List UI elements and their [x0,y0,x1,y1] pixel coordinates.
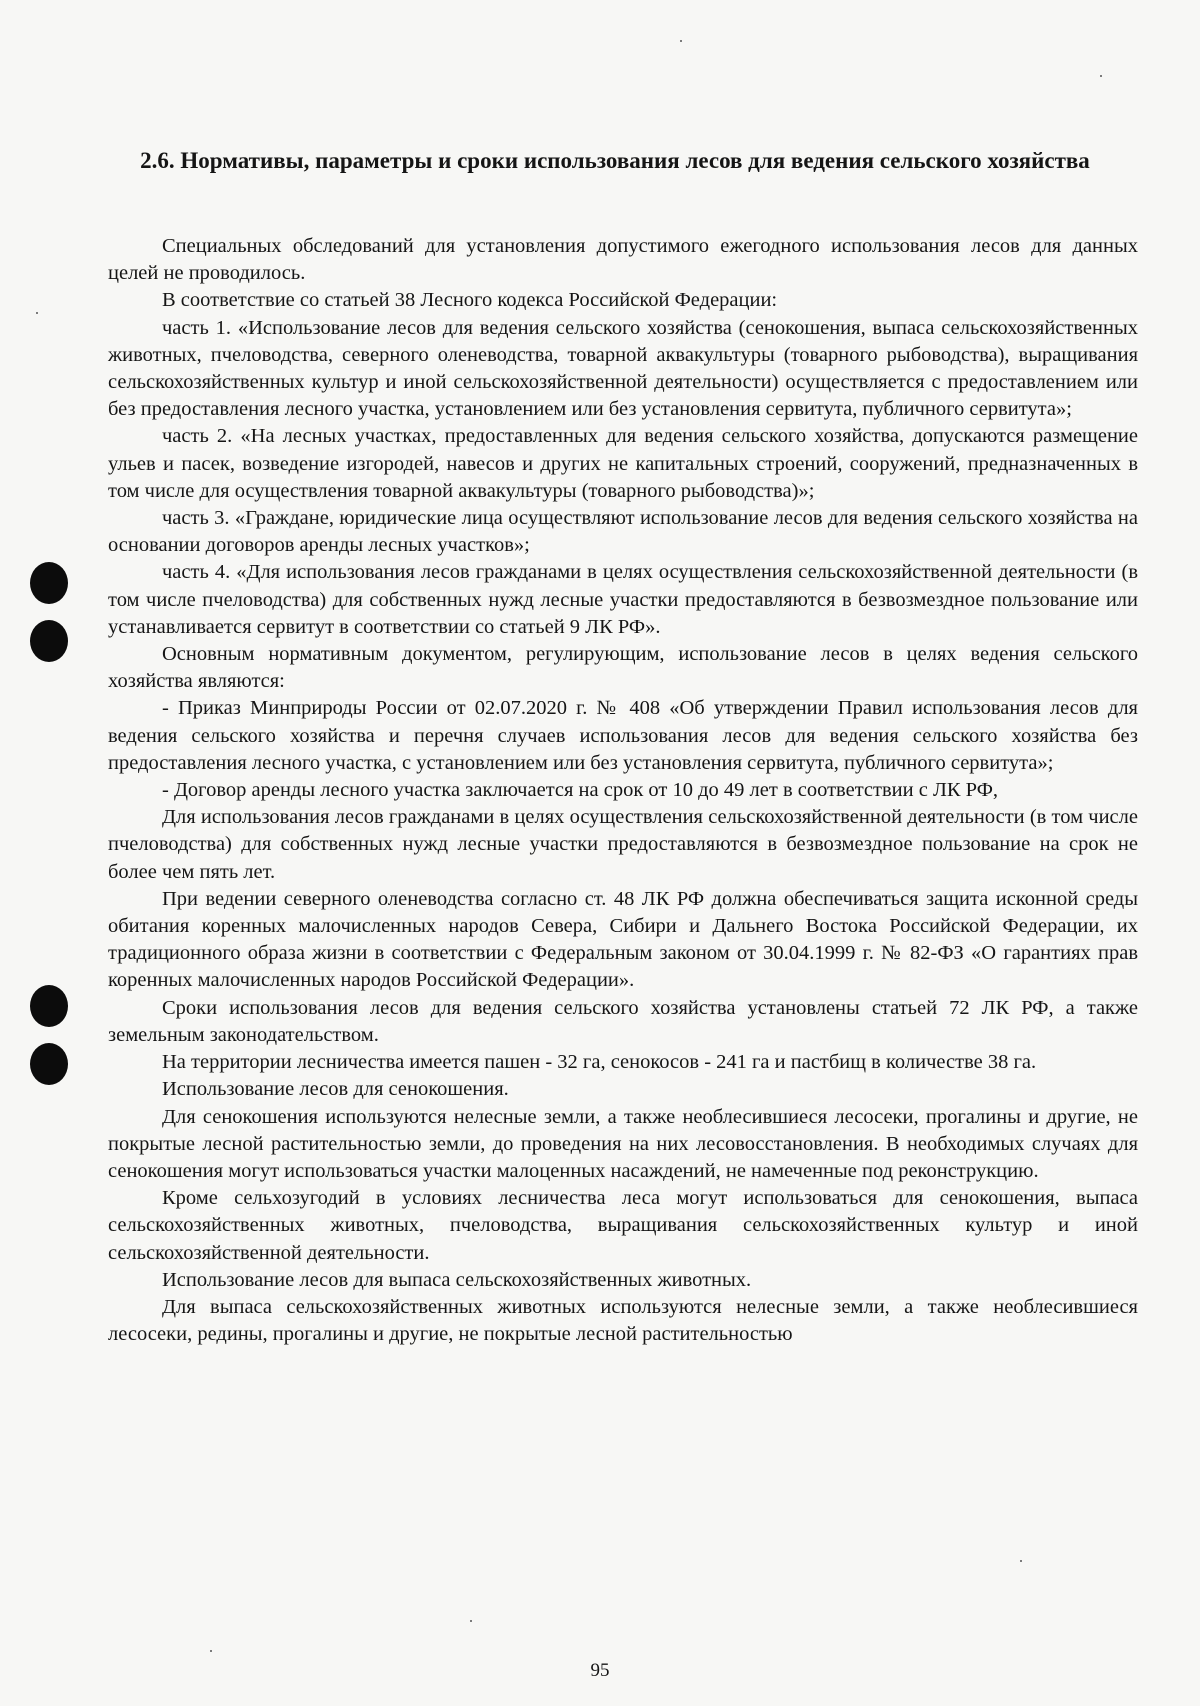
punch-hole [30,1043,68,1085]
paragraph: В соответствие со статьей 38 Лесного кодекса Российской Федерации: [162,289,778,312]
punch-hole [30,620,68,662]
punch-hole [30,562,68,604]
paragraph: часть 1. «Использование лесов для ведения сельского хозяйства (сенокошения, выпаса сельскохозяйственных животных, пчеловодства, северного оленеводства, товарной аквакультуры (товарного рыбоводства), выращивания сельскохозяйственных культур и иной сельскохозяйственной деятельности) осуществляется с предоставлением или без предоставления лесного участка, установлением или без установления сервитута, публичного сервитута»; [108,316,1138,421]
section-title: 2.6. Нормативы, параметры и сроки использования лесов для ведения сельского хозяйства [140,148,1090,173]
paragraph: часть 3. «Граждане, юридические лица осуществляют использование лесов для ведения сельского хозяйства на основании договоров аренды лесных участков»; [108,507,1138,557]
paragraph: Сроки использования лесов для ведения сельского хозяйства установлены статьей 72 ЛК РФ, а также земельным законодательством. [108,996,1138,1046]
page-number: 95 [590,1660,610,1681]
scan-speck [680,40,682,42]
scan-speck [470,1620,472,1622]
paragraph: Основным нормативным документом, регулирующим, использование лесов в целях ведения сельского хозяйства являются: [108,643,1138,693]
scan-speck [210,1650,212,1652]
paragraph: часть 4. «Для использования лесов гражданами в целях осуществления сельскохозяйственной деятельности (в том числе пчеловодства) для собственных нужд лесные участки предоставляются в безвозмездное пользование или устанавливается сервитут в соответствии со статьей 9 ЛК РФ». [108,561,1138,638]
scan-speck [36,312,38,314]
paragraph: Кроме сельхозугодий в условиях лесничества леса могут использоваться для сенокошения, выпаса сельскохозяйственных животных, пчеловодства, выращивания сельскохозяйственных культур и иной сельскохозяйственной деятельности. [108,1187,1138,1264]
punch-hole [30,985,68,1027]
scan-speck [1020,1560,1022,1562]
paragraph: Для использования лесов гражданами в целях осуществления сельскохозяйственной деятельности (в том числе пчеловодства) для собственных нужд лесные участки предоставляются в безвозмездное пользование на срок не более чем пять лет. [108,806,1138,883]
paragraph: Для выпаса сельскохозяйственных животных используются нелесные земли, а также необлесившиеся лесосеки, редины, прогалины и другие, не покрытые лесной растительностью [108,1295,1138,1346]
list-item: - Договор аренды лесного участка заключается на срок от 10 до 49 лет в соответствии с ЛК РФ, [162,779,999,802]
paragraph: При ведении северного оленеводства согласно ст. 48 ЛК РФ должна обеспечиваться защита исконной среды обитания коренных малочисленных народов Севера, Сибири и Дальнего Востока Российской Федерации, их традиционного образа жизни в соответствии с Федеральным законом от 30.04.1999 г. № 82-ФЗ «О гарантиях прав коренных малочисленных народов Российской Федерации». [108,887,1138,992]
list-item: - Приказ Минприроды России от 02.07.2020 г. № 408 «Об утверждении Правил использования лесов для ведения сельского хозяйства и перечня случаев использования лесов для ведения сельского хозяйства без предоставления лесного участка, с установлением или без установления сервитута, публичного сервитута»; [108,697,1138,774]
paragraph: Использование лесов для сенокошения. [162,1078,509,1101]
paragraph: часть 2. «На лесных участках, предоставленных для ведения сельского хозяйства, допускаются размещение ульев и пасек, возведение изгородей, навесов и других не капитальных строений, сооружений, предназначенных в том числе для осуществления товарной аквакультуры (товарного рыбоводства)»; [108,425,1138,502]
paragraph: Для сенокошения используются нелесные земли, а также необлесившиеся лесосеки, прогалины и другие, не покрытые лесной растительностью земли, до проведения на них лесовосстановления. В необходимых случаях для сенокошения могут использоваться участки малоценных насаждений, не намеченные под реконструкцию. [108,1105,1138,1182]
paragraph: На территории лесничества имеется пашен - 32 га, сенокосов - 241 га и пастбищ в количестве 38 га. [162,1051,1037,1074]
scan-speck [1100,75,1102,77]
paragraph: Использование лесов для выпаса сельскохозяйственных животных. [162,1268,752,1291]
body-text [108,233,1138,1348]
paragraph: Специальных обследований для установления допустимого ежегодного использования лесов для данных целей не проводилось. [108,235,1138,285]
